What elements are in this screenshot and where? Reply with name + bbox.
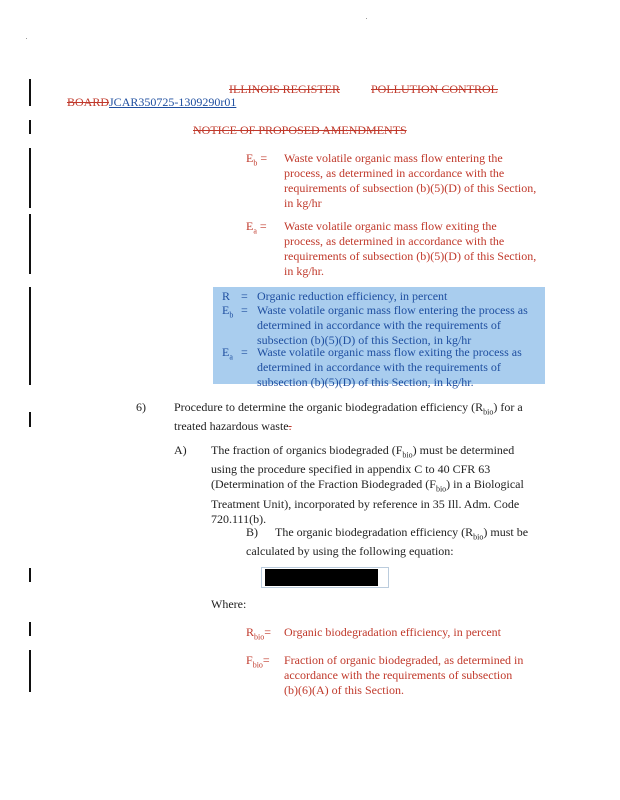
revision-bar: [29, 79, 31, 106]
equation-image-redacted: [261, 567, 389, 588]
item-6-text: Procedure to determine the organic biodegradation efficiency $(R_{bio})$ for a treated hazardous waste.: [174, 400, 523, 434]
notice-heading: NOTICE OF PROPOSED AMENDMENTS: [193, 123, 407, 137]
register-title: ILLINOIS REGISTER: [229, 82, 340, 96]
item-a-label: A): [174, 443, 187, 457]
revision-bar: [29, 148, 31, 208]
revision-bar: [29, 568, 31, 582]
doc-id-line: [67, 95, 236, 110]
item-6-number: 6): [136, 400, 146, 414]
item-b-text: B) The organic biodegradation efficiency $(R_{bio})$ must be calculated by using the following equation:: [246, 525, 529, 559]
revision-bar: [29, 412, 31, 427]
register-header: [229, 82, 340, 97]
revision-bar: [29, 287, 31, 385]
board-deleted: BOARD: [67, 95, 110, 109]
doc-id: JCAR350725-1309290r01: [109, 95, 237, 109]
item-b-label: B): [246, 525, 258, 539]
where-label: Where:: [211, 597, 247, 611]
revision-bar: [29, 622, 31, 636]
revision-bar: [29, 120, 31, 134]
board-title: POLLUTION CONTROL: [371, 82, 498, 96]
board-header: [371, 82, 498, 97]
revision-bar: [29, 650, 31, 692]
revision-bar: [29, 214, 31, 274]
item-a-text: The fraction of organics biodegraded $(F_{bio})$ must be determined using the procedure specified in appendix C to 40 CFR 63 (Determination of the Fraction Biodegraded $(F_{bio})$ in a Biological Treatment Unit), incorporated by reference in 35 Ill. Adm. Code 720.111(b).: [211, 443, 524, 526]
